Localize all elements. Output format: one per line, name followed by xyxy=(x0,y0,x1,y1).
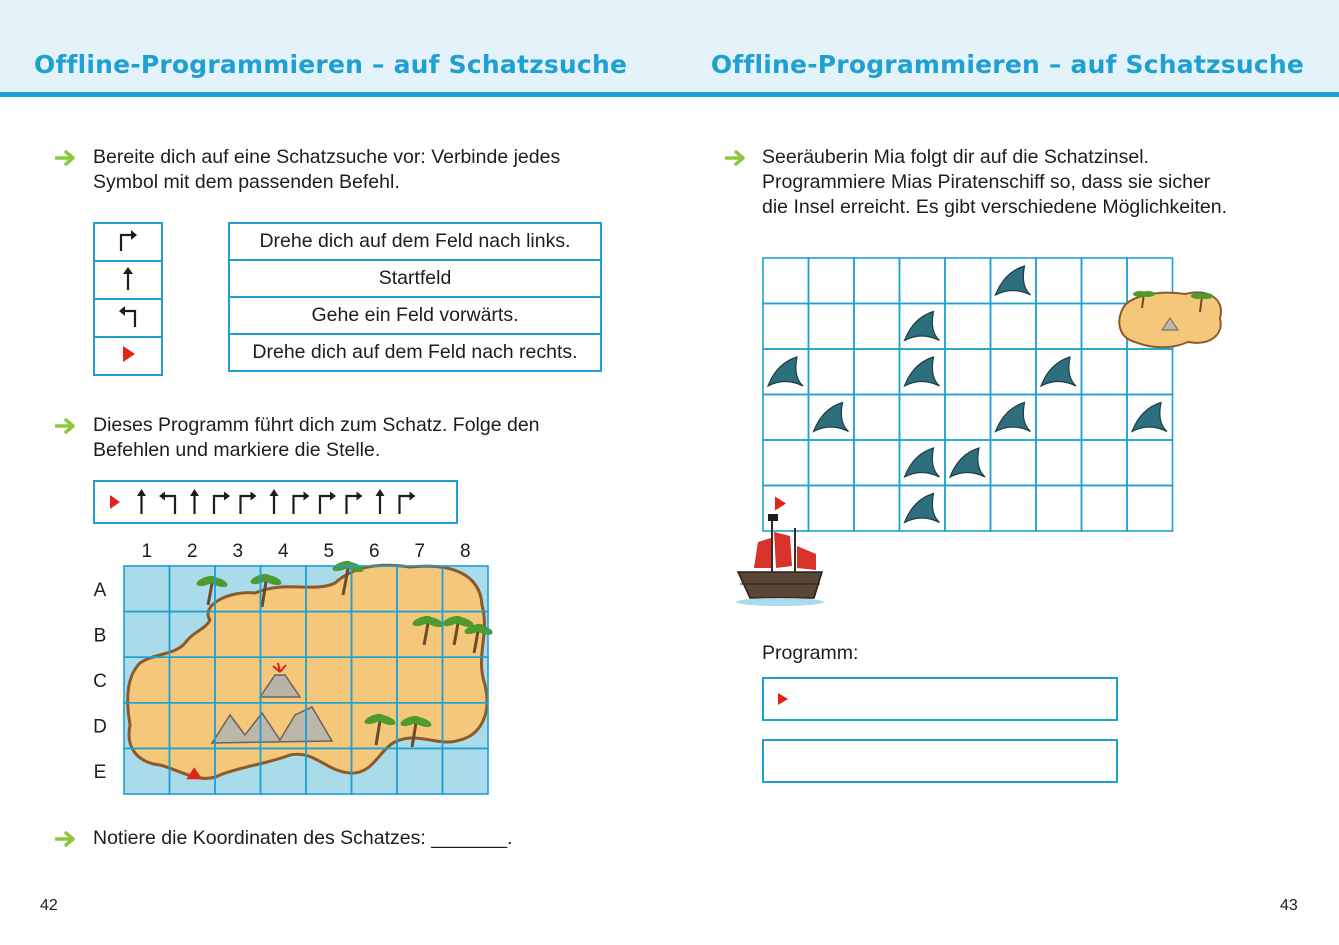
grid-cell[interactable] xyxy=(945,486,991,532)
shark-fin-icon xyxy=(996,266,1031,295)
map-column-label: 5 xyxy=(323,541,335,562)
grid-cell[interactable] xyxy=(763,440,809,486)
grid-cell[interactable] xyxy=(1082,486,1128,532)
header-band xyxy=(0,0,1339,95)
map-column-label: 4 xyxy=(277,541,289,562)
grid-cell[interactable] xyxy=(854,304,900,350)
grid-cell[interactable] xyxy=(1127,440,1173,486)
right-command-icon xyxy=(214,492,230,515)
grid-cell[interactable] xyxy=(1036,304,1082,350)
green-arrow-icon xyxy=(55,418,77,434)
grid-cell[interactable] xyxy=(900,258,946,304)
task1-line2: Symbol mit dem passenden Befehl. xyxy=(93,171,400,193)
grid-cell[interactable] xyxy=(1036,486,1082,532)
shark-fin-icon xyxy=(905,448,940,477)
grid-cell[interactable] xyxy=(991,440,1037,486)
green-arrow-icon xyxy=(725,150,747,166)
command-cell[interactable]: Drehe dich auf dem Feld nach rechts. xyxy=(229,334,601,371)
shark-fin-icon xyxy=(905,357,940,386)
map-row-label: B xyxy=(93,625,107,647)
shark-fin-icon xyxy=(905,494,940,523)
right-task-line3: die Insel erreicht. Es gibt verschiedene Möglichkeiten. xyxy=(762,196,1227,218)
program-sequence xyxy=(95,482,456,522)
forward-command-icon xyxy=(137,489,146,514)
grid-cell[interactable] xyxy=(1127,486,1173,532)
start-marker-icon xyxy=(775,497,786,511)
map-column-label: 1 xyxy=(141,541,153,562)
shark-fin-icon xyxy=(905,312,940,341)
task1-line1: Bereite dich auf eine Schatzsuche vor: Verbinde jedes xyxy=(93,146,561,168)
task2-line1: Dieses Programm führt dich zum Schatz. Folge den xyxy=(93,414,540,436)
grid-cell[interactable] xyxy=(945,395,991,441)
symbol-cell[interactable] xyxy=(94,261,162,299)
program-label: Programm: xyxy=(762,642,859,664)
grid-cell[interactable] xyxy=(1082,395,1128,441)
right-command-icon xyxy=(347,492,363,515)
shark-fin-icon xyxy=(996,403,1031,432)
green-arrow-icon xyxy=(55,831,77,847)
grid-cell[interactable] xyxy=(763,258,809,304)
grid-cell[interactable] xyxy=(1082,258,1128,304)
right-task-line2: Programmiere Mias Piratenschiff so, dass sie sicher xyxy=(762,171,1211,193)
left-command-icon xyxy=(159,492,175,515)
map-column-label: 6 xyxy=(368,541,380,562)
grid-cell[interactable] xyxy=(1036,258,1082,304)
grid-cell[interactable] xyxy=(809,440,855,486)
grid-cell[interactable] xyxy=(945,349,991,395)
grid-cell[interactable] xyxy=(945,304,991,350)
turn-left-arrow-icon xyxy=(115,303,141,329)
page-number-right: 43 xyxy=(1280,897,1298,914)
map-column-label: 8 xyxy=(459,541,471,562)
command-cell[interactable]: Startfeld xyxy=(229,260,601,297)
map-column-label: 3 xyxy=(232,541,244,562)
grid-cell[interactable] xyxy=(809,349,855,395)
map-row-label: E xyxy=(93,762,107,784)
shark-fin-icon xyxy=(1041,357,1076,386)
shark-fin-icon xyxy=(768,357,803,386)
turn-right-arrow-icon xyxy=(115,227,141,253)
start-triangle-icon xyxy=(764,679,794,719)
forward-command-icon xyxy=(190,489,199,514)
grid-cell[interactable] xyxy=(809,486,855,532)
grid-cell[interactable] xyxy=(1036,395,1082,441)
page-number-left: 42 xyxy=(40,897,58,914)
grid-cell[interactable] xyxy=(991,304,1037,350)
grid-cell[interactable] xyxy=(1082,440,1128,486)
grid-cell[interactable] xyxy=(809,304,855,350)
start-command-icon xyxy=(110,495,120,509)
right-command-icon xyxy=(241,492,257,515)
grid-cell[interactable] xyxy=(854,395,900,441)
grid-cell[interactable] xyxy=(763,395,809,441)
right-task-line1: Seeräuberin Mia folgt dir auf die Schatzinsel. xyxy=(762,146,1149,168)
map-row-label: D xyxy=(93,716,107,738)
map-row-label: C xyxy=(93,671,107,692)
command-cell[interactable]: Drehe dich auf dem Feld nach links. xyxy=(229,223,601,260)
shark-fin-icon xyxy=(814,403,849,432)
symbol-cell[interactable] xyxy=(94,337,162,375)
forward-command-icon xyxy=(376,489,385,514)
program-input-line1[interactable] xyxy=(762,677,1118,721)
grid-cell[interactable] xyxy=(809,258,855,304)
forward-command-icon xyxy=(270,489,279,514)
grid-cell[interactable] xyxy=(854,258,900,304)
treasure-map xyxy=(80,535,500,805)
symbol-cell[interactable] xyxy=(94,223,162,261)
grid-cell[interactable] xyxy=(1127,349,1173,395)
right-command-icon xyxy=(400,492,416,515)
left-page-title: Offline-Programmieren – auf Schatzsuche xyxy=(34,50,628,79)
task3-answer-prompt[interactable]: Notiere die Koordinaten des Schatzes: _______. xyxy=(93,827,513,849)
program-input-line2[interactable] xyxy=(762,739,1118,783)
header-line xyxy=(0,92,1339,97)
shark-fin-icon xyxy=(950,448,985,477)
grid-cell[interactable] xyxy=(900,395,946,441)
grid-cell[interactable] xyxy=(854,440,900,486)
command-cell[interactable]: Gehe ein Feld vorwärts. xyxy=(229,297,601,334)
grid-cell[interactable] xyxy=(854,349,900,395)
grid-cell[interactable] xyxy=(1036,440,1082,486)
command-table xyxy=(228,222,602,372)
grid-cell[interactable] xyxy=(991,349,1037,395)
task2-line2: Befehlen und markiere die Stelle. xyxy=(93,439,381,461)
grid-cell[interactable] xyxy=(763,486,809,532)
grid-cell[interactable] xyxy=(1082,349,1128,395)
grid-cell[interactable] xyxy=(945,258,991,304)
right-command-icon xyxy=(294,492,310,515)
green-arrow-icon xyxy=(55,150,77,166)
treasure-island xyxy=(1119,291,1221,347)
map-column-label: 7 xyxy=(414,541,426,562)
right-command-icon xyxy=(320,492,336,515)
shark-grid xyxy=(730,250,1240,610)
symbol-cell[interactable] xyxy=(94,299,162,337)
map-row-label: A xyxy=(93,579,107,601)
map-column-label: 2 xyxy=(186,541,198,562)
grid-cell[interactable] xyxy=(991,486,1037,532)
right-page-title: Offline-Programmieren – auf Schatzsuche xyxy=(710,50,1304,79)
grid-cell[interactable] xyxy=(854,486,900,532)
grid-cell[interactable] xyxy=(763,304,809,350)
forward-arrow-icon xyxy=(115,265,141,291)
shark-fin-icon xyxy=(1132,403,1167,432)
pirate-ship-icon xyxy=(736,514,824,606)
start-triangle-icon xyxy=(115,341,141,367)
symbol-table xyxy=(93,222,163,376)
program-sequence-box xyxy=(93,480,458,524)
